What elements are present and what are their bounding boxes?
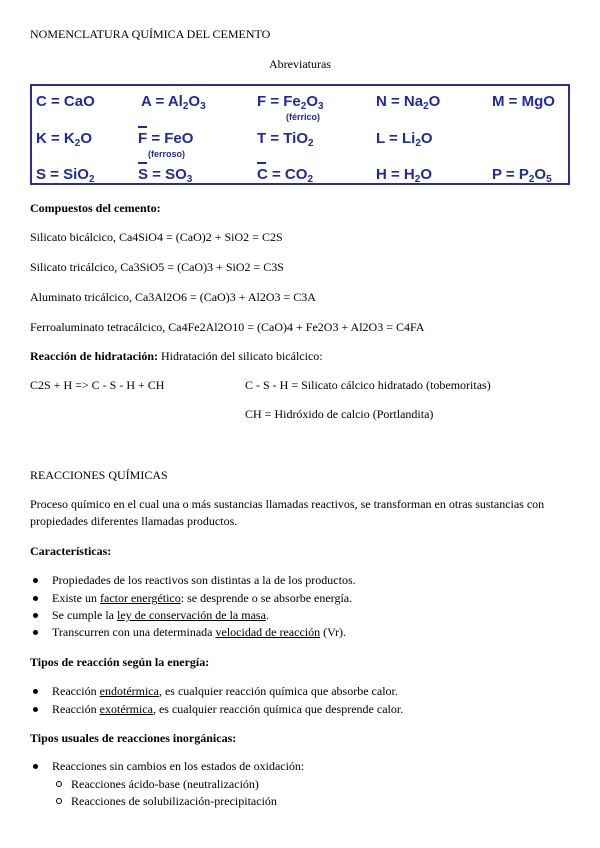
bullet-icon — [33, 613, 38, 618]
hydration-def-ch: CH = Hidróxido de calcio (Portlandita) — [245, 407, 434, 421]
list-item: Existe un factor energético: se desprende o se absorbe energía. — [33, 591, 352, 606]
compound-item: Aluminato tricálcico, Ca3Al2O6 = (CaO)3 + Al2O3 = C3A — [30, 290, 316, 304]
abbr-p: $P = P_2O_5$ — [492, 166, 552, 185]
abbr-f-ferroso-note: (ferroso) — [148, 149, 186, 159]
overbar-mark — [138, 162, 147, 164]
abbr-f-note: (férrico) — [286, 112, 321, 122]
abbr-s: S = SiO$_2$ — [36, 166, 95, 185]
bullet-icon — [33, 764, 38, 769]
abbr-c: C = CaO — [36, 93, 95, 110]
characteristics-heading: Características: — [30, 544, 112, 558]
endotermica-link[interactable]: endotérmica — [99, 684, 159, 698]
list-item: Propiedades de los reactivos son distintas a la de los productos. — [33, 573, 356, 588]
bullet-icon — [33, 689, 38, 694]
abbr-t: T = TiO$_2$ — [257, 130, 314, 149]
abbr-c-bar: $C = CO_2$ — [257, 166, 313, 185]
page-title: NOMENCLATURA QUÍMICA DEL CEMENTO — [30, 27, 271, 41]
exotermica-link[interactable]: exotérmica — [99, 702, 153, 716]
overbar-mark — [138, 126, 147, 128]
hydration-def-csh: C - S - H = Silicato cálcico hidratado (tobemoritas) — [245, 378, 491, 392]
velocidad-reaccion-link[interactable]: velocidad de reacción — [215, 625, 321, 639]
sub-list-item: Reacciones ácido-base (neutralización) — [56, 777, 259, 792]
list-item: Reacción exotérmica, es cualquier reacción química que desprende calor. — [33, 702, 403, 717]
abbr-s-bar: $S = SO_3$ — [138, 166, 193, 185]
reactions-heading: REACCIONES QUÍMICAS — [30, 468, 168, 482]
abbr-f: $F = Fe_2O_3$ — [257, 93, 324, 112]
sub-list-item: Reacciones de solubilización-precipitación — [56, 794, 277, 809]
hydration-equation: C2S + H => C - S - H + CH — [30, 378, 165, 392]
list-item: Reacciones sin cambios en los estados de oxidación: — [33, 759, 304, 774]
energy-types-heading: Tipos de reacción según la energía: — [30, 655, 210, 669]
abbr-k: $K = K_2O$ — [36, 130, 92, 149]
compound-item: Ferroaluminato tetracálcico, Ca4Fe2Al2O10 = (CaO)4 + Fe2O3 + Al2O3 = C4FA — [30, 320, 425, 334]
circle-bullet-icon — [56, 798, 62, 804]
abbr-a: $A = Al_2O_3$ — [141, 93, 206, 112]
factor-energetico-link[interactable]: factor energético — [100, 591, 181, 605]
hydration-text: Hidratación del silicato bicálcico: — [158, 349, 323, 363]
compounds-heading: Compuestos del cemento: — [30, 201, 161, 215]
overbar-mark — [257, 162, 266, 164]
abbr-h: $H = H_2O$ — [376, 166, 432, 185]
bullet-icon — [33, 596, 38, 601]
abbr-f-ferroso: F = FeO — [138, 130, 194, 147]
abbr-m: M = MgO — [492, 93, 555, 110]
list-item: Reacción endotérmica, es cualquier reacción química que absorbe calor. — [33, 684, 398, 699]
compound-item: Silicato bicálcico, Ca4SiO4 = (CaO)2 + SiO2 = C2S — [30, 230, 283, 244]
bullet-icon — [33, 707, 38, 712]
circle-bullet-icon — [56, 781, 62, 787]
bullet-icon — [33, 578, 38, 583]
reactions-intro: Proceso químico en el cual una o más sustancias llamadas reactivos, se transforman en otras sustancias con propiedades diferentes llamadas productos. — [30, 497, 545, 528]
list-item: Transcurren con una determinada velocidad de reacción (Vr). — [33, 625, 346, 640]
list-item: Se cumple la ley de conservación de la masa. — [33, 608, 269, 623]
bullet-icon — [33, 630, 38, 635]
abbr-n: $N = Na_2O$ — [376, 93, 441, 112]
compound-item: Silicato tricálcico, Ca3SiO5 = (CaO)3 + SiO2 = C3S — [30, 260, 284, 274]
abbreviations-table — [30, 84, 570, 185]
abbreviations-heading: Abreviaturas — [269, 57, 331, 71]
inorganic-types-heading: Tipos usuales de reacciones inorgánicas: — [30, 731, 237, 745]
hydration-label: Reacción de hidratación: — [30, 349, 158, 363]
hydration-line — [30, 349, 323, 364]
ley-conservacion-link[interactable]: ley de conservación de la masa — [116, 608, 266, 622]
abbr-l: $L = Li_2O$ — [376, 130, 433, 149]
